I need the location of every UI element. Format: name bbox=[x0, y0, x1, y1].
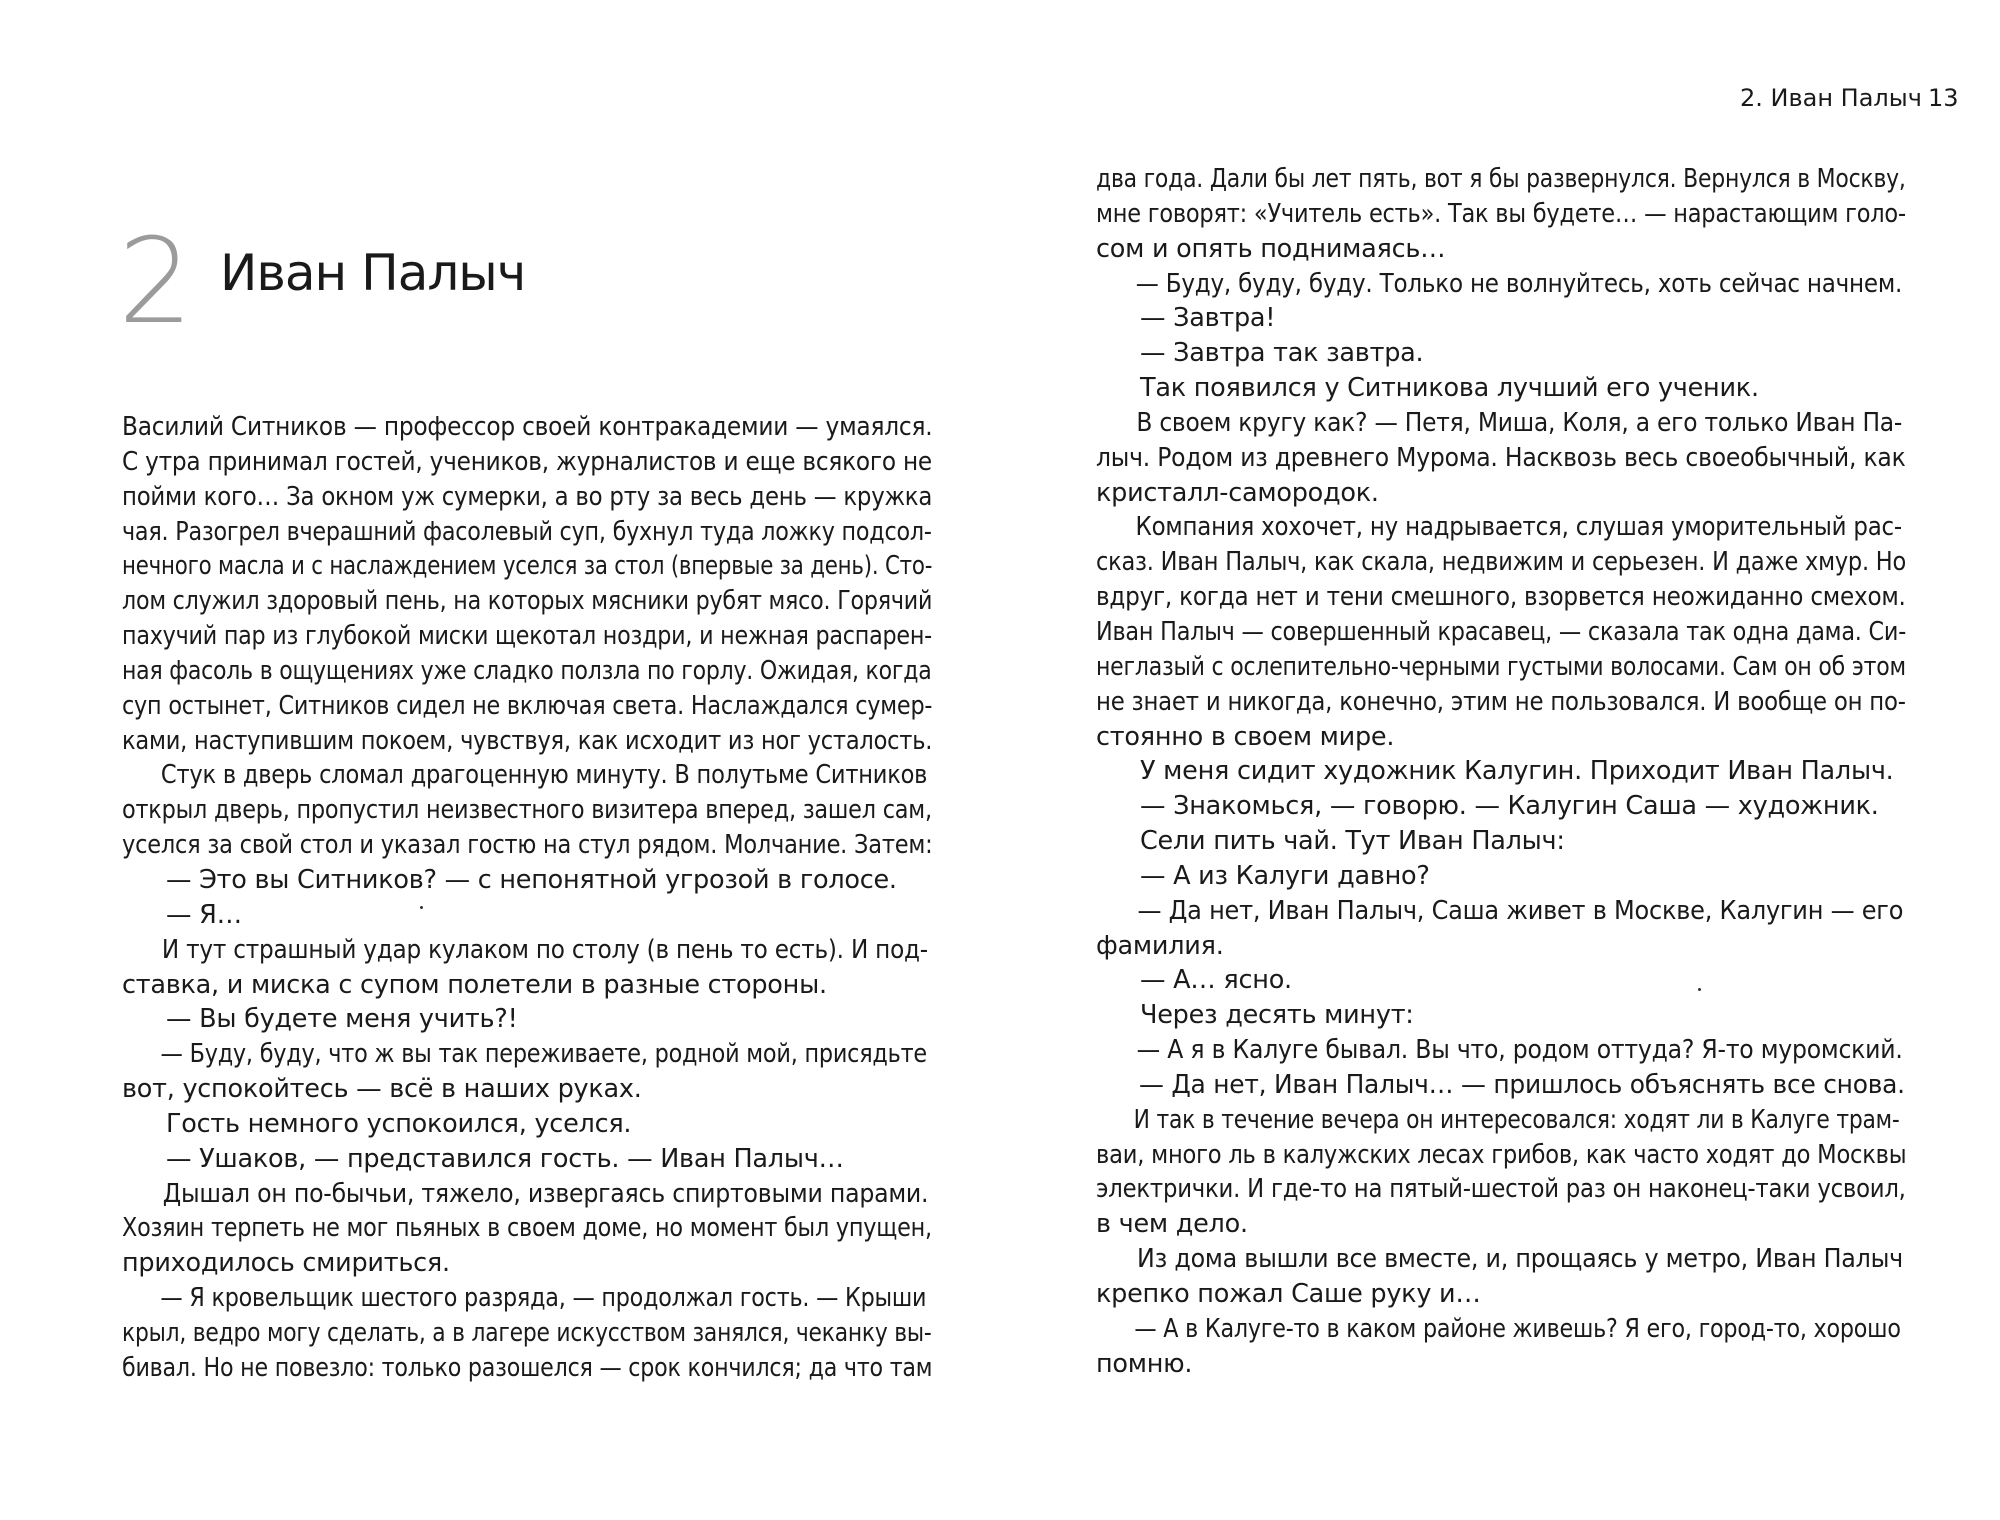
text-line: С утра принимал гостей, учеников, журналистов и еще всякого не bbox=[122, 446, 932, 477]
text-line: лыч. Родом из древнего Мурома. Насквозь весь своеобычный, как bbox=[1096, 442, 1906, 473]
text-line: помню. bbox=[1096, 1348, 1193, 1379]
text-line: неглазый с ослепительно-черными густыми волосами. Сам он об этом bbox=[1096, 651, 1906, 682]
text-line: стоянно в своем мире. bbox=[1096, 721, 1395, 752]
text-line: Через десять минут: bbox=[1140, 1000, 1414, 1031]
text-line: фамилия. bbox=[1096, 930, 1224, 961]
text-line: Так появился у Ситникова лучший его ученик. bbox=[1140, 373, 1759, 404]
text-line: чая. Разогрел вчерашний фасолевый суп, бухнул туда ложку подсол- bbox=[122, 516, 932, 547]
text-line: И тут страшный удар кулаком по столу (в пень то есть). И под- bbox=[161, 934, 928, 965]
text-line: — Завтра! bbox=[1140, 303, 1276, 334]
text-line: — Я… bbox=[166, 899, 242, 930]
text-line: — Я кровельщик шестого разряда, — продолжал гость. — Крыши bbox=[160, 1283, 927, 1314]
text-line: — А в Калуге-то в каком районе живешь? Я его, город-то, хорошо bbox=[1134, 1313, 1901, 1344]
text-line: — Знакомься, — говорю. — Калугин Саша — художник. bbox=[1140, 791, 1879, 822]
text-line: — А… ясно. bbox=[1140, 965, 1292, 996]
text-line: крыл, ведро могу сделать, а в лагере искусством занялся, чеканку вы- bbox=[122, 1317, 932, 1348]
text-line: суп остынет, Ситников сидел не включая света. Наслаждался сумер- bbox=[122, 690, 933, 721]
text-line: кристалл-самородок. bbox=[1096, 477, 1379, 508]
print-speck bbox=[420, 906, 423, 909]
text-line: сом и опять поднимаясь… bbox=[1096, 233, 1446, 264]
chapter-title: Иван Палыч bbox=[220, 244, 526, 302]
text-line: — Вы будете меня учить?! bbox=[166, 1004, 518, 1035]
text-line: Хозяин терпеть не мог пьяных в своем доме, но момент был упущен, bbox=[122, 1213, 932, 1244]
text-line: не знает и никогда, конечно, этим не пользовался. И вообще он по- bbox=[1096, 686, 1906, 717]
text-line: У меня сидит художник Калугин. Приходит Иван Палыч. bbox=[1140, 756, 1894, 787]
text-line: электрички. И где-то на пятый-шестой раз он наконец-таки усвоил, bbox=[1096, 1174, 1906, 1205]
text-line: Иван Палыч — совершенный красавец, — сказала так одна дама. Си- bbox=[1096, 616, 1907, 647]
text-line: лом служил здоровый пень, на которых мясники рубят мясо. Горячий bbox=[122, 586, 933, 617]
text-line: уселся за свой стол и указал гостю на стул рядом. Молчание. Затем: bbox=[122, 830, 933, 861]
text-line: — Ушаков, — представился гость. — Иван Палыч… bbox=[166, 1143, 844, 1174]
text-line: Василий Ситников — профессор своей контракадемии — умаялся. bbox=[122, 412, 933, 442]
page-number: 13 bbox=[1928, 84, 1959, 112]
text-line: — Буду, буду, что ж вы так переживаете, родной мой, присядьте bbox=[160, 1039, 927, 1070]
chapter-number: 2 bbox=[118, 212, 194, 350]
text-line: крепко пожал Саше руку и… bbox=[1096, 1279, 1481, 1309]
text-line: Дышал он по-бычьи, тяжело, извергаясь спиртовыми парами. bbox=[162, 1178, 929, 1209]
text-line: Из дома вышли все вместе, и, прощаясь у метро, Иван Палыч bbox=[1137, 1244, 1903, 1275]
text-line: открыл дверь, пропустил неизвестного визитера вперед, зашел сам, bbox=[122, 795, 932, 826]
text-line: сказ. Иван Палыч, как скала, недвижим и серьезен. И даже хмур. Но bbox=[1096, 547, 1907, 578]
print-speck bbox=[1698, 988, 1701, 991]
text-line: ная фасоль в ощущениях уже сладко ползла по горлу. Ожидая, когда bbox=[122, 655, 932, 686]
text-line: вдруг, когда нет и тени смешного, взорвется неожиданно смехом. bbox=[1096, 582, 1906, 613]
text-line: — Это вы Ситников? — с непонятной угрозой в голосе. bbox=[166, 864, 897, 895]
text-line: приходилось смириться. bbox=[122, 1248, 450, 1279]
text-line: ваи, много ль в калужских лесах грибов, как часто ходят до Москвы bbox=[1096, 1139, 1907, 1170]
text-line: И так в течение вечера он интересовался: ходят ли в Калуге трам- bbox=[1133, 1104, 1900, 1135]
text-line: Стук в дверь сломал драгоценную минуту. В полутьме Ситников bbox=[160, 760, 928, 791]
text-line: — А я в Калуге бывал. Вы что, родом оттуда? Я-то муромский. bbox=[1136, 1035, 1903, 1066]
text-line: бивал. Но не повезло: только разошелся — срок кончился; да что там bbox=[122, 1352, 933, 1383]
text-line: — Да нет, Иван Палыч… — пришлось объяснять все снова. bbox=[1138, 1069, 1905, 1100]
text-line: Компания хохочет, ну надрывается, слушая уморительный рас- bbox=[1135, 512, 1902, 543]
text-line: Гость немного успокоился, уселся. bbox=[166, 1108, 632, 1139]
text-line: пахучий пар из глубокой миски щекотал ноздри, и нежная распарен- bbox=[122, 621, 932, 652]
text-line: два года. Дали бы лет пять, вот я бы развернулся. Вернулся в Москву, bbox=[1096, 164, 1906, 194]
text-line: — Завтра так завтра. bbox=[1140, 338, 1424, 369]
text-line: — Да нет, Иван Палыч, Саша живет в Москве, Калугин — его bbox=[1137, 895, 1904, 926]
text-line: пойми кого… За окном уж сумерки, а во рту за весь день — кружка bbox=[122, 481, 933, 512]
text-line: Сели пить чай. Тут Иван Палыч: bbox=[1140, 826, 1565, 857]
running-title: 2. Иван Палыч bbox=[1740, 84, 1922, 112]
left-page-text bbox=[122, 410, 932, 1386]
text-line: — Буду, буду, буду. Только не волнуйтесь, хоть сейчас начнем. bbox=[1135, 268, 1903, 299]
text-line: нечного масла и с наслаждением уселся за стол (впервые за день). Сто- bbox=[122, 551, 933, 582]
right-page-text bbox=[1096, 162, 1906, 1382]
text-line: — А из Калуги давно? bbox=[1140, 860, 1430, 891]
text-line: ками, наступившим покоем, чувствуя, как исходит из ног усталость. bbox=[122, 725, 933, 756]
text-line: вот, успокойтесь — всё в наших руках. bbox=[122, 1074, 642, 1105]
text-line: мне говорят: «Учитель есть». Так вы будете… — нарастающим голо- bbox=[1096, 198, 1906, 229]
text-line: ставка, и миска с супом полетели в разные стороны. bbox=[122, 969, 827, 1000]
text-line: В своем кругу как? — Петя, Миша, Коля, а его только Иван Па- bbox=[1136, 407, 1903, 438]
text-line: в чем дело. bbox=[1096, 1209, 1248, 1240]
